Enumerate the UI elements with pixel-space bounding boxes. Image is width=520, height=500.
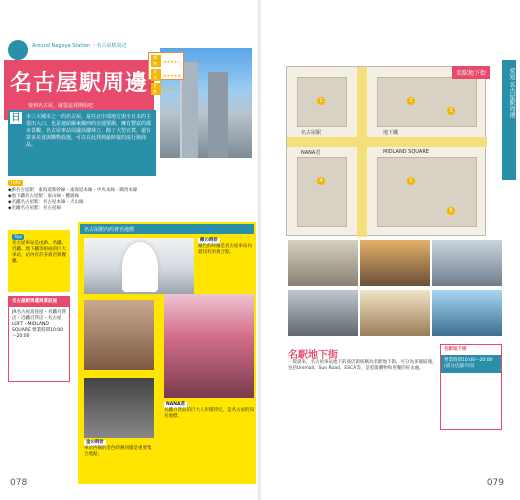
section-title: 名駅地下街 xyxy=(288,350,338,361)
map-dot: 4 xyxy=(317,177,325,185)
map-label: 名駅地下街 xyxy=(452,66,490,79)
photo-underground xyxy=(432,290,502,336)
map-dot: 3 xyxy=(447,107,455,115)
rating-row: 景點 ★★★☆☆ xyxy=(153,83,181,94)
photo-underground xyxy=(288,290,358,336)
info-card-body: 營業時間10:00～20:00 (部分店舗不同) xyxy=(441,355,501,373)
rating-row: 購物 ★★★★☆ xyxy=(153,55,181,66)
caption-c: NANA君 名鐵百貨前的巨大人形模特兒，是名古屋的知名地標。 xyxy=(164,402,254,419)
dept-title: 名古屋駅周邊商業設施 xyxy=(9,297,69,307)
map-block xyxy=(297,157,347,227)
page-title: 名古屋駅周邊 xyxy=(10,71,149,96)
photo-underground xyxy=(360,240,430,286)
photo-nana-chan xyxy=(164,294,254,398)
info-card-title: 名駅地下街 xyxy=(441,345,501,355)
collage-title: 名古屋駅內的著名地標 xyxy=(80,224,254,234)
map-text: NANA君 xyxy=(301,150,321,156)
page-subtitle: 要到名古屋，就從這裡開始吧 xyxy=(28,103,94,109)
map-road xyxy=(357,67,367,237)
caption-a: 銀の時計 銀色的時鐘是名古屋車站內最知名的會合點。 xyxy=(198,238,252,255)
map-dot: 1 xyxy=(317,97,325,105)
rating-row: 美食 ★★★★★ xyxy=(153,69,181,80)
dept-text: JR名古屋高島屋・名鐵百貨店・近鐵百貨店・名古屋LOFT・MIDLAND SQUARE 營業時間10:00～20:00 xyxy=(12,310,66,339)
underground-photos xyxy=(288,240,502,336)
map-dot: 2 xyxy=(407,97,415,105)
map-text: 名古屋駅 xyxy=(301,130,322,136)
page-number-left: 078 xyxy=(10,478,28,488)
info-card-right xyxy=(440,344,502,430)
tips-tag: Tips xyxy=(14,234,23,239)
section-text: 一般說來，名古屋車站地下的商店街統稱為名駅地下街，可分為多個區塊，包括Unimall、Sun Road、ESCA等，是逛街購物和用餐的好去處。 xyxy=(288,360,437,371)
map-block xyxy=(377,157,477,227)
intro-box: 本三大城市之一的名古屋，是往北中部地方與全日本的主要出入口，也是連結關東關西的交通要衝，擁有豐富的都市景觀。名古屋車站周邊高樓林立，除了大型百貨，還有眾多美食與購物設施，可以在此找到最時髦的流行與商品。 xyxy=(8,110,156,176)
info-line: ◆名鐵名古屋駅：名古屋本線・犬山線 xyxy=(8,200,84,205)
map-text: MIDLAND SQUARE xyxy=(383,149,429,155)
map-text: 地下鐵 xyxy=(383,130,399,136)
map-road xyxy=(287,137,487,147)
info-line: ◆JR名古屋駅：東海道新幹線・東海道本線・中央本線・關西本線 xyxy=(8,188,138,193)
page-number-right: 079 xyxy=(486,478,504,488)
dept-card xyxy=(8,296,70,382)
header-strip: Around Nagoya Station ・名古屋駅周辺 xyxy=(32,43,127,49)
photo-underground xyxy=(432,240,502,286)
logo-badge-icon xyxy=(8,40,28,60)
photo-underground xyxy=(360,290,430,336)
station-map xyxy=(286,66,486,236)
photo-silver-clock xyxy=(84,238,194,294)
side-tab-text: 愛知 名古屋駅周邊 xyxy=(508,68,515,118)
tips-text: 名古屋車站是由JR、名鐵、近鐵、地下鐵等組成的巨大車站，站內有許多商店與餐廳。 xyxy=(12,241,66,264)
photo-station xyxy=(84,378,154,438)
photo-gold-clock xyxy=(84,300,154,370)
photo-underground xyxy=(288,240,358,286)
drop-cap: 日 xyxy=(11,113,21,123)
map-dot: 6 xyxy=(447,207,455,215)
info-tag: Info xyxy=(8,180,23,186)
info-section xyxy=(8,180,168,212)
info-line: ◆地下鐵名古屋駅：東山線・櫻通線 xyxy=(8,194,79,199)
tips-card xyxy=(8,230,70,292)
tower-shape xyxy=(208,72,228,158)
map-dot: 5 xyxy=(407,177,415,185)
rating-box xyxy=(148,52,184,94)
caption-b: 金の時計 車站西側的金色時鐘同樣是重要集合地點。 xyxy=(84,440,152,457)
info-line: ◆近鐵名古屋駅：名古屋線 xyxy=(8,206,61,211)
map-block xyxy=(377,77,477,127)
